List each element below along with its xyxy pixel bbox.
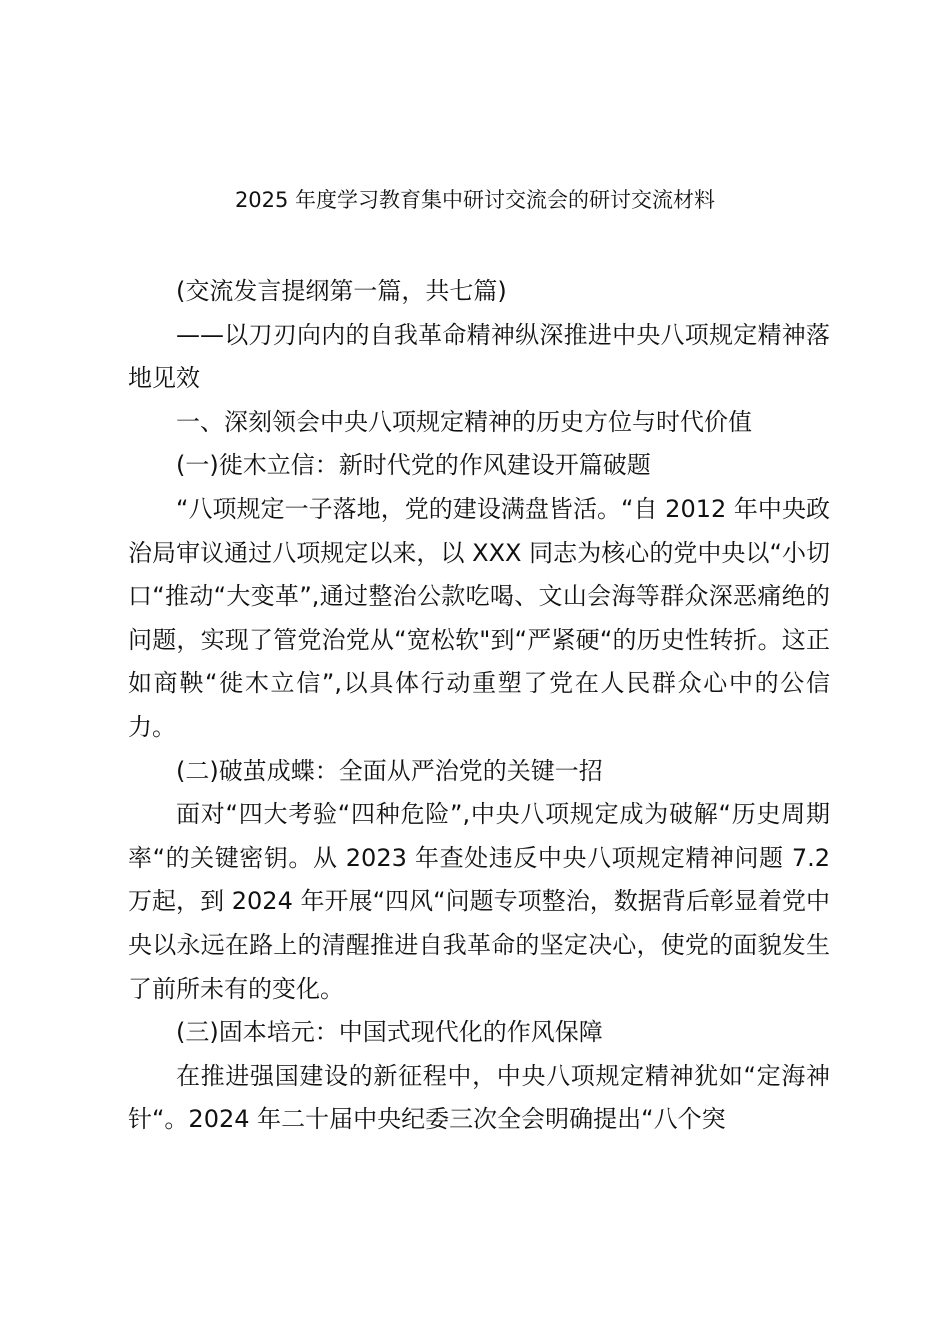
paragraph-subtitle: ——以刀刃向内的自我革命精神纵深推进中央八项规定精神落地见效 (128, 320, 830, 393)
document-title: 2025 年度学习教育集中研讨交流会的研讨交流材料 (234, 188, 716, 212)
paragraph-body-2: 面对“四大考验“四种危险”,中央八项规定成为破解“历史周期率“的关键密钥。从 2023 年查处违反中央八项规定精神问题 7.2 万起，到 2024 年开展“四风“问题专项整治，数据背后彰显着党中央以永远在路上的清醒推进自我革命的坚定决心，使党的面貌发生了前所未有的变化。 (128, 800, 830, 1003)
paragraph-body-1: “八项规定一子落地，党的建设满盘皆活。“自 2012 年中央政治局审议通过八项规定以来，以 XXX 同志为核心的党中央以“小切口“推动“大变革”,通过整治公款吃喝、文山会海等群众深恶痛绝的问题，实现了管党治党从“宽松软"到“严紧硬“的历史性转折。这正如商鞅“徙木立信”,以具体行动重塑了党在人民群众心中的公信力。 (128, 494, 830, 741)
document-body (128, 270, 830, 1142)
subsection-heading-2: (二)破茧成蝶：全面从严治党的关键一招 (176, 756, 603, 785)
subsection-heading-1: (一)徙木立信：新时代党的作风建设开篇破题 (176, 451, 651, 480)
section-heading-1: 一、深刻领会中央八项规定精神的历史方位与时代价值 (176, 407, 752, 436)
paragraph-subtitle-note: (交流发言提纲第一篇，共七篇) (176, 277, 507, 305)
subsection-heading-3: (三)固本培元：中国式现代化的作风保障 (176, 1018, 603, 1047)
paragraph-body-3: 在推进强国建设的新征程中，中央八项规定精神犹如“定海神针“。2024 年二十届中央纪委三次全会明确提出“八个突 (128, 1061, 830, 1134)
